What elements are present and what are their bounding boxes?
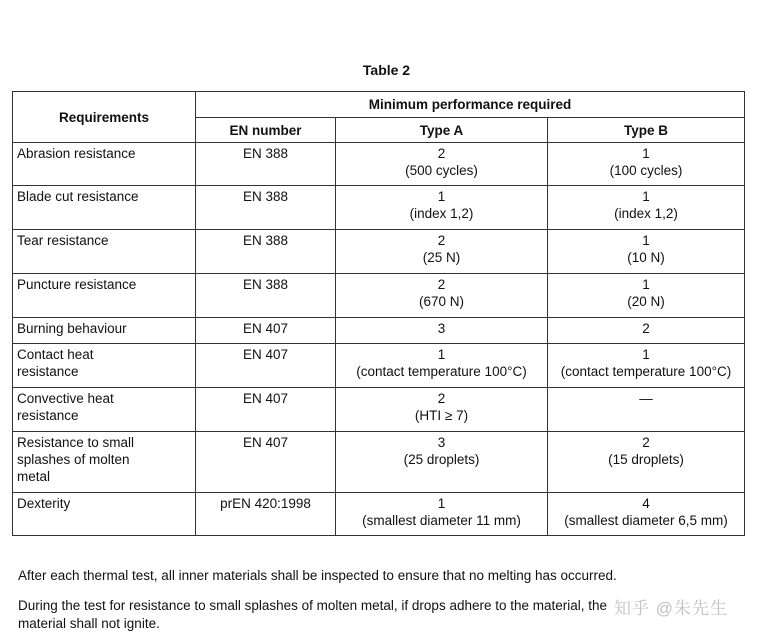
performance-level: 1 bbox=[642, 146, 650, 161]
header-minimum-performance: Minimum performance required bbox=[196, 92, 745, 118]
cell-requirement bbox=[13, 186, 196, 230]
cell-requirement bbox=[13, 388, 196, 432]
performance-detail: (10 N) bbox=[627, 250, 665, 265]
performance-level: 1 bbox=[437, 189, 446, 204]
cell-type-a bbox=[336, 432, 548, 493]
performance-level: 2 bbox=[642, 321, 650, 336]
requirements-table bbox=[12, 91, 745, 536]
performance-detail: (HTI ≥ 7) bbox=[414, 408, 469, 423]
cell-en-number: EN 407 bbox=[196, 318, 336, 344]
requirement-text: Blade cut resistance bbox=[17, 189, 139, 204]
performance-level: 2 bbox=[437, 233, 446, 248]
table-row bbox=[13, 186, 745, 230]
table-row bbox=[13, 432, 745, 493]
requirement-text: Dexterity bbox=[17, 496, 71, 511]
cell-type-b bbox=[548, 186, 745, 230]
cell-en-number: EN 388 bbox=[196, 274, 336, 318]
table-row bbox=[13, 318, 745, 344]
performance-detail: (25 droplets) bbox=[403, 452, 480, 467]
table-row bbox=[13, 344, 745, 388]
performance-detail: (25 N) bbox=[422, 250, 461, 265]
cell-en-number: EN 407 bbox=[196, 344, 336, 388]
performance-level: 2 bbox=[437, 277, 446, 292]
performance-detail: (15 droplets) bbox=[608, 452, 684, 467]
performance-level: 1 bbox=[437, 347, 446, 362]
cell-type-a bbox=[336, 186, 548, 230]
performance-level: 4 bbox=[642, 496, 650, 511]
performance-detail: (contact temperature 100°C) bbox=[560, 364, 732, 379]
performance-detail: (smallest diameter 11 mm) bbox=[362, 513, 521, 528]
performance-level: 2 bbox=[642, 435, 650, 450]
cell-requirement bbox=[13, 432, 196, 493]
cell-type-a bbox=[336, 493, 548, 536]
cell-type-b bbox=[548, 388, 745, 432]
cell-requirement bbox=[13, 318, 196, 344]
cell-type-a bbox=[336, 230, 548, 274]
cell-en-number: EN 388 bbox=[196, 143, 336, 186]
performance-level: 2 bbox=[437, 391, 446, 406]
performance-level: 1 bbox=[437, 496, 446, 511]
cell-type-b bbox=[548, 493, 745, 536]
performance-level: 2 bbox=[437, 146, 446, 161]
cell-type-a bbox=[336, 318, 548, 344]
requirement-text: Resistance to small bbox=[17, 435, 135, 450]
note-molten-metal-line-1: During the test for resistance to small splashes of molten metal, if drops adhere to the material, the bbox=[18, 598, 608, 613]
performance-level: 3 bbox=[437, 435, 446, 450]
cell-en-number: EN 388 bbox=[196, 230, 336, 274]
requirement-text: Contact heat bbox=[17, 347, 94, 362]
cell-en-number: EN 407 bbox=[196, 388, 336, 432]
performance-level: 3 bbox=[437, 321, 446, 336]
performance-level: 1 bbox=[642, 277, 650, 292]
cell-type-a bbox=[336, 344, 548, 388]
performance-detail: (20 N) bbox=[627, 294, 665, 309]
cell-requirement bbox=[13, 230, 196, 274]
performance-detail: (smallest diameter 6,5 mm) bbox=[564, 513, 728, 528]
requirement-text: resistance bbox=[17, 364, 79, 379]
cell-en-number: prEN 420:1998 bbox=[196, 493, 336, 536]
performance-level: 1 bbox=[642, 189, 650, 204]
performance-detail: (contact temperature 100°C) bbox=[356, 364, 527, 379]
cell-en-number: EN 407 bbox=[196, 432, 336, 493]
header-type-b: Type B bbox=[548, 118, 745, 143]
cell-type-a bbox=[336, 143, 548, 186]
requirement-text: resistance bbox=[17, 408, 79, 423]
header-en-number: EN number bbox=[196, 118, 336, 143]
cell-type-b bbox=[548, 432, 745, 493]
requirement-text: Abrasion resistance bbox=[17, 146, 136, 161]
cell-type-b bbox=[548, 143, 745, 186]
performance-detail: (500 cycles) bbox=[405, 163, 478, 178]
performance-detail: (670 N) bbox=[418, 294, 464, 309]
cell-requirement bbox=[13, 493, 196, 536]
cell-type-b bbox=[548, 274, 745, 318]
requirement-text: metal bbox=[17, 469, 51, 484]
requirement-text: splashes of molten bbox=[17, 452, 130, 467]
table-row bbox=[13, 493, 745, 536]
cell-requirement bbox=[13, 143, 196, 186]
cell-requirement bbox=[13, 274, 196, 318]
performance-level: 1 bbox=[642, 233, 650, 248]
header-requirements: Requirements bbox=[13, 92, 196, 143]
performance-detail: (index 1,2) bbox=[409, 206, 474, 221]
table-row bbox=[13, 388, 745, 432]
cell-type-b bbox=[548, 318, 745, 344]
watermark: 知乎 @朱先生 bbox=[614, 599, 728, 618]
header-type-a: Type A bbox=[336, 118, 548, 143]
performance-level: — bbox=[639, 391, 653, 406]
requirement-text: Puncture resistance bbox=[17, 277, 137, 292]
cell-type-b bbox=[548, 344, 745, 388]
requirement-text: Convective heat bbox=[17, 391, 114, 406]
table-row bbox=[13, 230, 745, 274]
cell-en-number: EN 388 bbox=[196, 186, 336, 230]
cell-requirement bbox=[13, 344, 196, 388]
cell-type-a bbox=[336, 388, 548, 432]
cell-type-a bbox=[336, 274, 548, 318]
performance-level: 1 bbox=[642, 347, 650, 362]
performance-detail: (100 cycles) bbox=[609, 163, 683, 178]
table-row bbox=[13, 274, 745, 318]
requirement-text: Tear resistance bbox=[17, 233, 109, 248]
cell-type-b bbox=[548, 230, 745, 274]
requirement-text: Burning behaviour bbox=[17, 321, 127, 336]
performance-detail: (index 1,2) bbox=[614, 206, 678, 221]
note-molten-metal-line-2: material shall not ignite. bbox=[18, 616, 160, 631]
table-row bbox=[13, 143, 745, 186]
note-thermal-test: After each thermal test, all inner materials shall be inspected to ensure that no melting has occurred. bbox=[18, 568, 617, 583]
table-caption: Table 2 bbox=[362, 62, 411, 78]
